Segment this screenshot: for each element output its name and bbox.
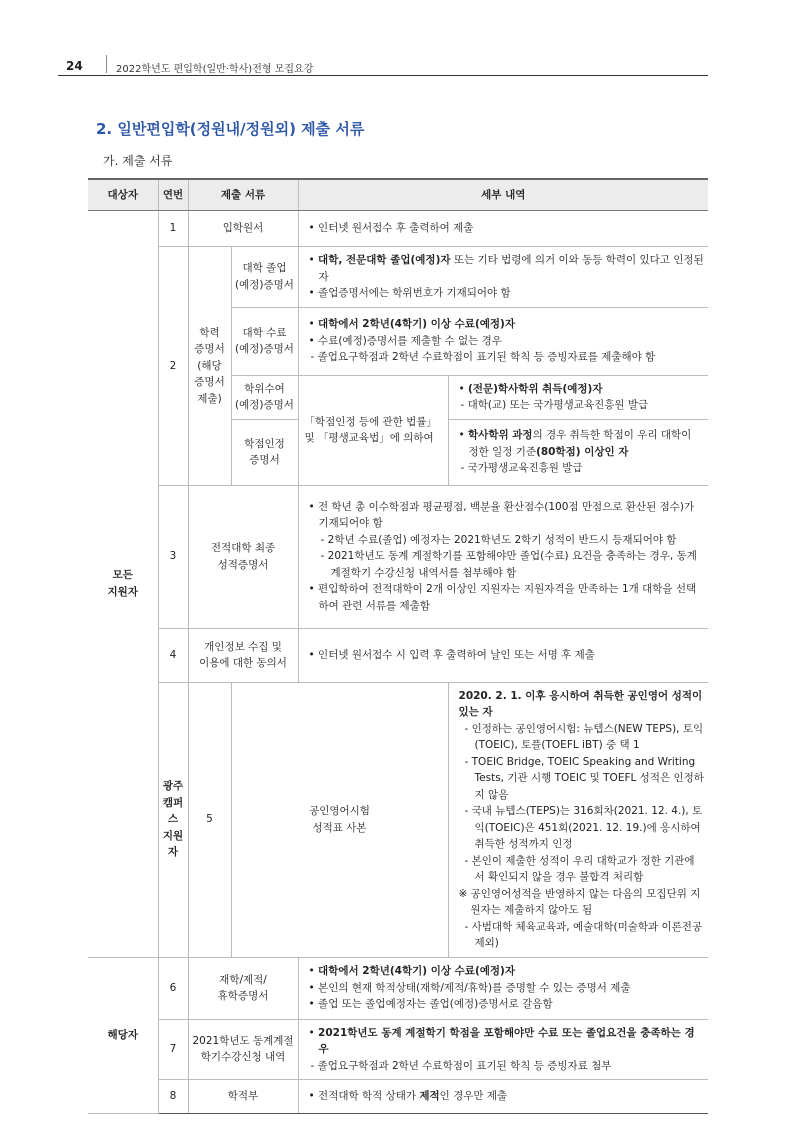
detail-cell: • 2021학년도 동계 계절학기 학점을 포함해야만 수료 또는 졸업요건을 충족하는 경우 - 졸업요구학점과 2학년 수료학점이 표기된 학칙 등 증빙자료 첨부: [298, 1019, 708, 1080]
row-no: 3: [158, 485, 188, 628]
header-rule: [58, 75, 708, 76]
doc-name: 2021학년도 동계계절 학기수강신청 내역: [188, 1019, 298, 1080]
detail-cell: • 전적대학 학적 상태가 제적인 경우만 제출: [298, 1080, 708, 1114]
doc-name: 입학원서: [188, 211, 298, 247]
header-docs: 제출 서류: [188, 179, 298, 211]
table-row: [88, 247, 708, 308]
table-row: [88, 628, 708, 682]
row-no: 6: [158, 957, 188, 1019]
table-row: [88, 1080, 708, 1114]
header-detail: 세부 내역: [298, 179, 708, 211]
table-row: [88, 211, 708, 247]
submission-documents-table: [88, 178, 708, 1114]
detail-cell: • 전 학년 총 이수학점과 평균평점, 백분율 환산점수(100점 만점으로 환산된 점수)가 기재되어야 함 - 2학년 수료(졸업) 예정자는 2021학년도 2학기 성적이 반드시 등재되어야 함 - 2021학년도 동계 계절학기를 포함해야만 졸업(수료) 요건을 충족하는 경우, 동계 계절학기 수강신청 내역서를 첨부해야 함 • 편입학하여 전적대학이 2개 이상인 지원자는 지원자격을 만족하는 1개 대학을 선택하여 관련 서류를 제출함: [298, 485, 708, 628]
running-header-title: 2022학년도 편입학(일반·학사)전형 모집요강: [116, 64, 314, 75]
row-no: 1: [158, 211, 188, 247]
subsection-title: 가. 제출 서류: [103, 154, 173, 168]
table-header-row: [88, 179, 708, 211]
detail-cell: • 인터넷 원서접수 후 출력하여 제출: [298, 211, 708, 247]
detail-cell: • 대학, 전문대학 졸업(예정)자 또는 기타 법령에 의거 이와 동등 학력이 있다고 인정된 자 • 졸업증명서에는 학위번호가 기재되어야 함: [298, 247, 708, 308]
doc-name: 학적부: [188, 1080, 298, 1114]
group-all-applicants: 모든 지원자: [88, 211, 158, 958]
header-no: 연번: [158, 179, 188, 211]
doc-name: 개인정보 수집 및 이용에 대한 동의서: [188, 628, 298, 682]
page-number: 24: [66, 59, 83, 73]
doc-name: 대학 수료 (예정)증명서: [231, 307, 298, 375]
detail-cell: • 대학에서 2학년(4학기) 이상 수료(예정)자 • 수료(예정)증명서를 제출할 수 없는 경우 - 졸업요구학점과 2학년 수료학점이 표기된 학칙 등 증빙자료를 제출해야 함: [298, 307, 708, 375]
doc-name: 재학/제적/ 휴학증명서: [188, 957, 298, 1019]
doc-name: 학위수여 (예정)증명서: [231, 375, 298, 419]
row-no: 2: [158, 247, 188, 486]
row-no: 5: [188, 682, 231, 957]
table-row: [88, 1019, 708, 1080]
doc-name: 학점인정 증명서: [231, 419, 298, 485]
table-row: [88, 957, 708, 1019]
row-no: 8: [158, 1080, 188, 1114]
table-row: [88, 485, 708, 628]
detail-cell: • 학사학위 과정의 경우 취득한 학점이 우리 대학이 정한 일정 기준(80학점) 이상인 자 - 국가평생교육진흥원 발급: [448, 419, 708, 485]
row-no: 4: [158, 628, 188, 682]
group-gwangju-campus: 광주 캠퍼스 지원자: [158, 682, 188, 957]
header-divider-mark: [106, 55, 107, 73]
doc-name: 대학 졸업 (예정)증명서: [231, 247, 298, 308]
law-basis-cell: 「학점인정 등에 관한 법률」 및 「평생교육법」에 의하여: [298, 375, 448, 485]
doc-group-name: 학력 증명서 (해당 증명서 제출): [188, 247, 231, 486]
header-target: 대상자: [88, 179, 158, 211]
table-row: [88, 682, 708, 957]
doc-name: 전적대학 최종 성적증명서: [188, 485, 298, 628]
row-no: 7: [158, 1019, 188, 1080]
detail-cell: • (전문)학사학위 취득(예정)자 - 대학(교) 또는 국가평생교육진흥원 발급: [448, 375, 708, 419]
group-applicable: 해당자: [88, 957, 158, 1114]
detail-cell: • 인터넷 원서접수 시 입력 후 출력하여 날인 또는 서명 후 제출: [298, 628, 708, 682]
detail-cell: 2020. 2. 1. 이후 응시하여 취득한 공인영어 성적이 있는 자 - 인정하는 공인영어시험: 뉴텝스(NEW TEPS), 토익(TOEIC), 토플(TOEFL iBT) 중 택 1 - TOEIC Bridge, TOEIC Speaking and Writing Tests, 기관 시행 TOEIC 및 TOEFL 성적은 인정하지 않음 - 국내 뉴텝스(TEPS)는 316회차(2021. 12. 4.), 토익(TOEIC)은 451회(2021. 12. 19.)에 응시하여 취득한 성적까지 인정 - 본인이 제출한 성적이 우리 대학교가 정한 기관에서 확인되지 않을 경우 불합격 처리함 ※ 공인영어성적을 반영하지 않는 다음의 모집단위 지원자는 제출하지 않아도 됨 - 사범대학 체육교육과, 예술대학(미술학과 이론전공 제외): [448, 682, 708, 957]
section-title: 2. 일반편입학(정원내/정원외) 제출 서류: [96, 120, 365, 138]
doc-name: 공인영어시험 성적표 사본: [231, 682, 448, 957]
detail-cell: • 대학에서 2학년(4학기) 이상 수료(예정)자 • 본인의 현재 학적상태(재학/제적/휴학)를 증명할 수 있는 증명서 제출 • 졸업 또는 졸업예정자는 졸업(예정)증명서로 갈음함: [298, 957, 708, 1019]
